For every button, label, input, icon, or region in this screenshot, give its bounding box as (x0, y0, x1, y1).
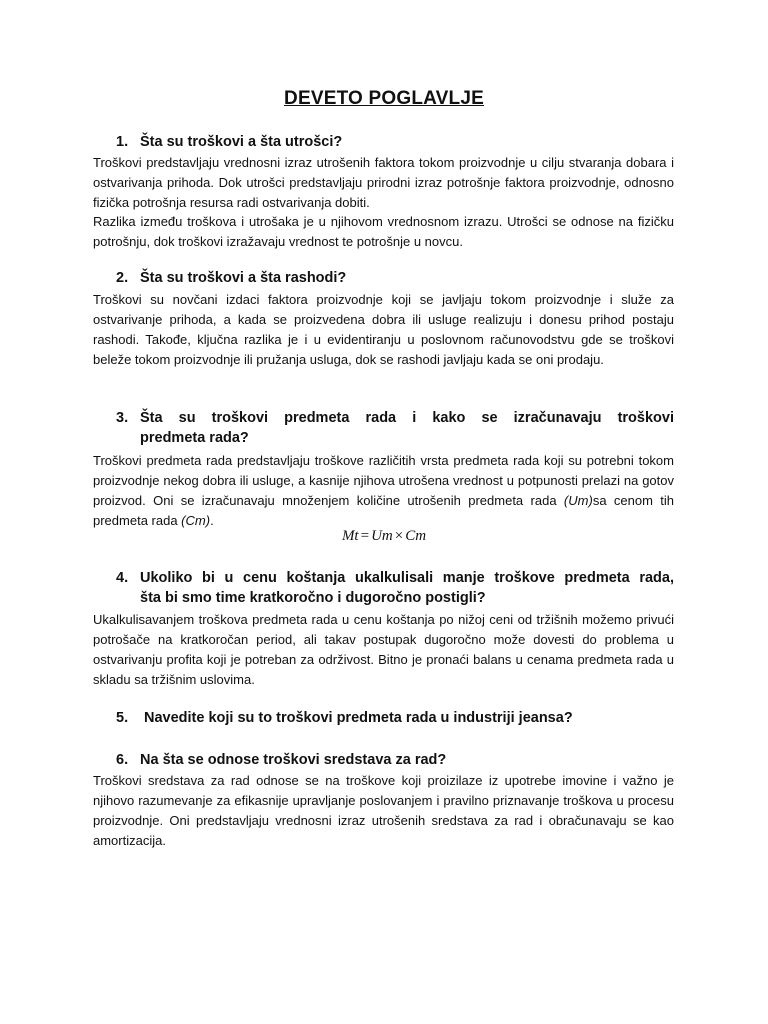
question-4-line-1: Ukoliko bi u cenu koštanja ukalkulisali manje troškove predmeta rada, (140, 570, 674, 586)
formula-times: × (394, 528, 404, 544)
um-symbol: (Um) (563, 493, 593, 508)
answer-3-text-mid: sa cenom tih predmeta rada (93, 493, 675, 528)
question-1-text: Šta su troškovi a šta utrošci? (140, 134, 343, 150)
question-1-number: 1. (116, 134, 129, 150)
question-4-heading (116, 568, 674, 608)
formula-equals: = (360, 528, 370, 544)
chapter-title: DEVETO POGLAVLJE (284, 88, 484, 109)
question-2-heading (116, 268, 674, 288)
question-3-number: 3. (116, 410, 129, 426)
question-6-number: 6. (116, 752, 129, 768)
answer-3-text-end: . (210, 513, 214, 528)
answer-6-paragraph: Troškovi sredstava za rad odnose se na troškove koji proizilaze iz upotrebe imovine i važno je njihovo razumevanje za efikasnije upravljanje poslovanjem i pravilno priznavanje troškova u procesu proizvodnje. Oni predstavljaju vrednosni izraz utrošenih sredstava za rad i obračunavaju se kao amortizacija. (93, 773, 674, 848)
question-3-text (140, 408, 674, 448)
question-5-text: Navedite koji su to troškovi predmeta rada u industriji jeansa? (144, 710, 573, 726)
answer-1-paragraph-1: Troškovi predstavljaju vrednosni izraz utrošenih faktora tokom proizvodnje u cilju stvaranja dobara i ostvarivanja prihoda. Dok utrošci predstavljaju prirodni izraz potrošnje faktora proizvodnje, odnosno fizička potrošnja resursa radi ostvarivanja dobiti. (93, 155, 674, 210)
answer-3-text: Troškovi predmeta rada predstavljaju troškove različitih vrsta predmeta rada koji su potrebni tokom proizvodnje nekog dobra ili usluge, a kasnije njihova utrošena vrednost u potpunosti prelazi na gotov proizvod. Oni se izračunavaju množenjem količine utrošenih predmeta rada (93, 453, 674, 508)
question-5-number: 5. (116, 710, 129, 726)
answer-3-paragraph (93, 451, 674, 531)
formula-b: Cm (405, 528, 427, 544)
answer-1-paragraph-2: Razlika između troškova i utrošaka je u njihovom vrednosnom izrazu. Utrošci se odnose na fizičku potrošnju, dok troškovi izražavaju vrednost te potrošnje u novcu. (93, 214, 674, 249)
cm-symbol: (Cm) (181, 513, 211, 528)
question-2-text: Šta su troškovi a šta rashodi? (140, 270, 347, 286)
question-5-heading (116, 708, 674, 728)
answer-4-paragraph: Ukalkulisavanjem troškova predmeta rada u cenu koštanja po nižoj ceni od tržišnih možemo privući potrošače na kratkoročan period, ali takav postupak dugoročno može dovesti do problema u ostvarivanju profita koji je potreban za održivost. Bitno je pronaći balans u cenama predmeta rada u skladu sa tržišnim uslovima. (93, 612, 674, 687)
question-6-heading (116, 750, 674, 770)
formula-a: Um (371, 528, 393, 544)
question-2-number: 2. (116, 270, 129, 286)
formula-lhs: Mt (341, 528, 359, 544)
answer-2-paragraph: Troškovi su novčani izdaci faktora proizvodnje koji se javljaju tokom proizvodnje i služe za ostvarivanje prihoda, a kada se proizvedena dobra ili usluge realizuju i donesu prihod postaju rashodi. Takođe, ključna razlika je i u evidentiranju u poslovnom računovodstvu gde se troškovi beleže tokom proizvodnje ili pružanja usluga, dok se rashodi javljaju kada se oni prodaju. (93, 292, 674, 367)
question-4-text (140, 568, 674, 608)
question-4-line-2: šta bi smo time kratkoročno i dugoročno postigli? (140, 590, 486, 606)
question-1-heading (116, 132, 674, 152)
question-3-heading (116, 408, 674, 448)
question-3-line-2: predmeta rada? (140, 430, 249, 446)
question-3-line-1: Šta su troškovi predmeta rada i kako se izračunavaju troškovi (140, 410, 674, 426)
question-6-text: Na šta se odnose troškovi sredstava za rad? (140, 752, 447, 768)
question-4-number: 4. (116, 570, 129, 586)
formula-mt (0, 528, 768, 545)
